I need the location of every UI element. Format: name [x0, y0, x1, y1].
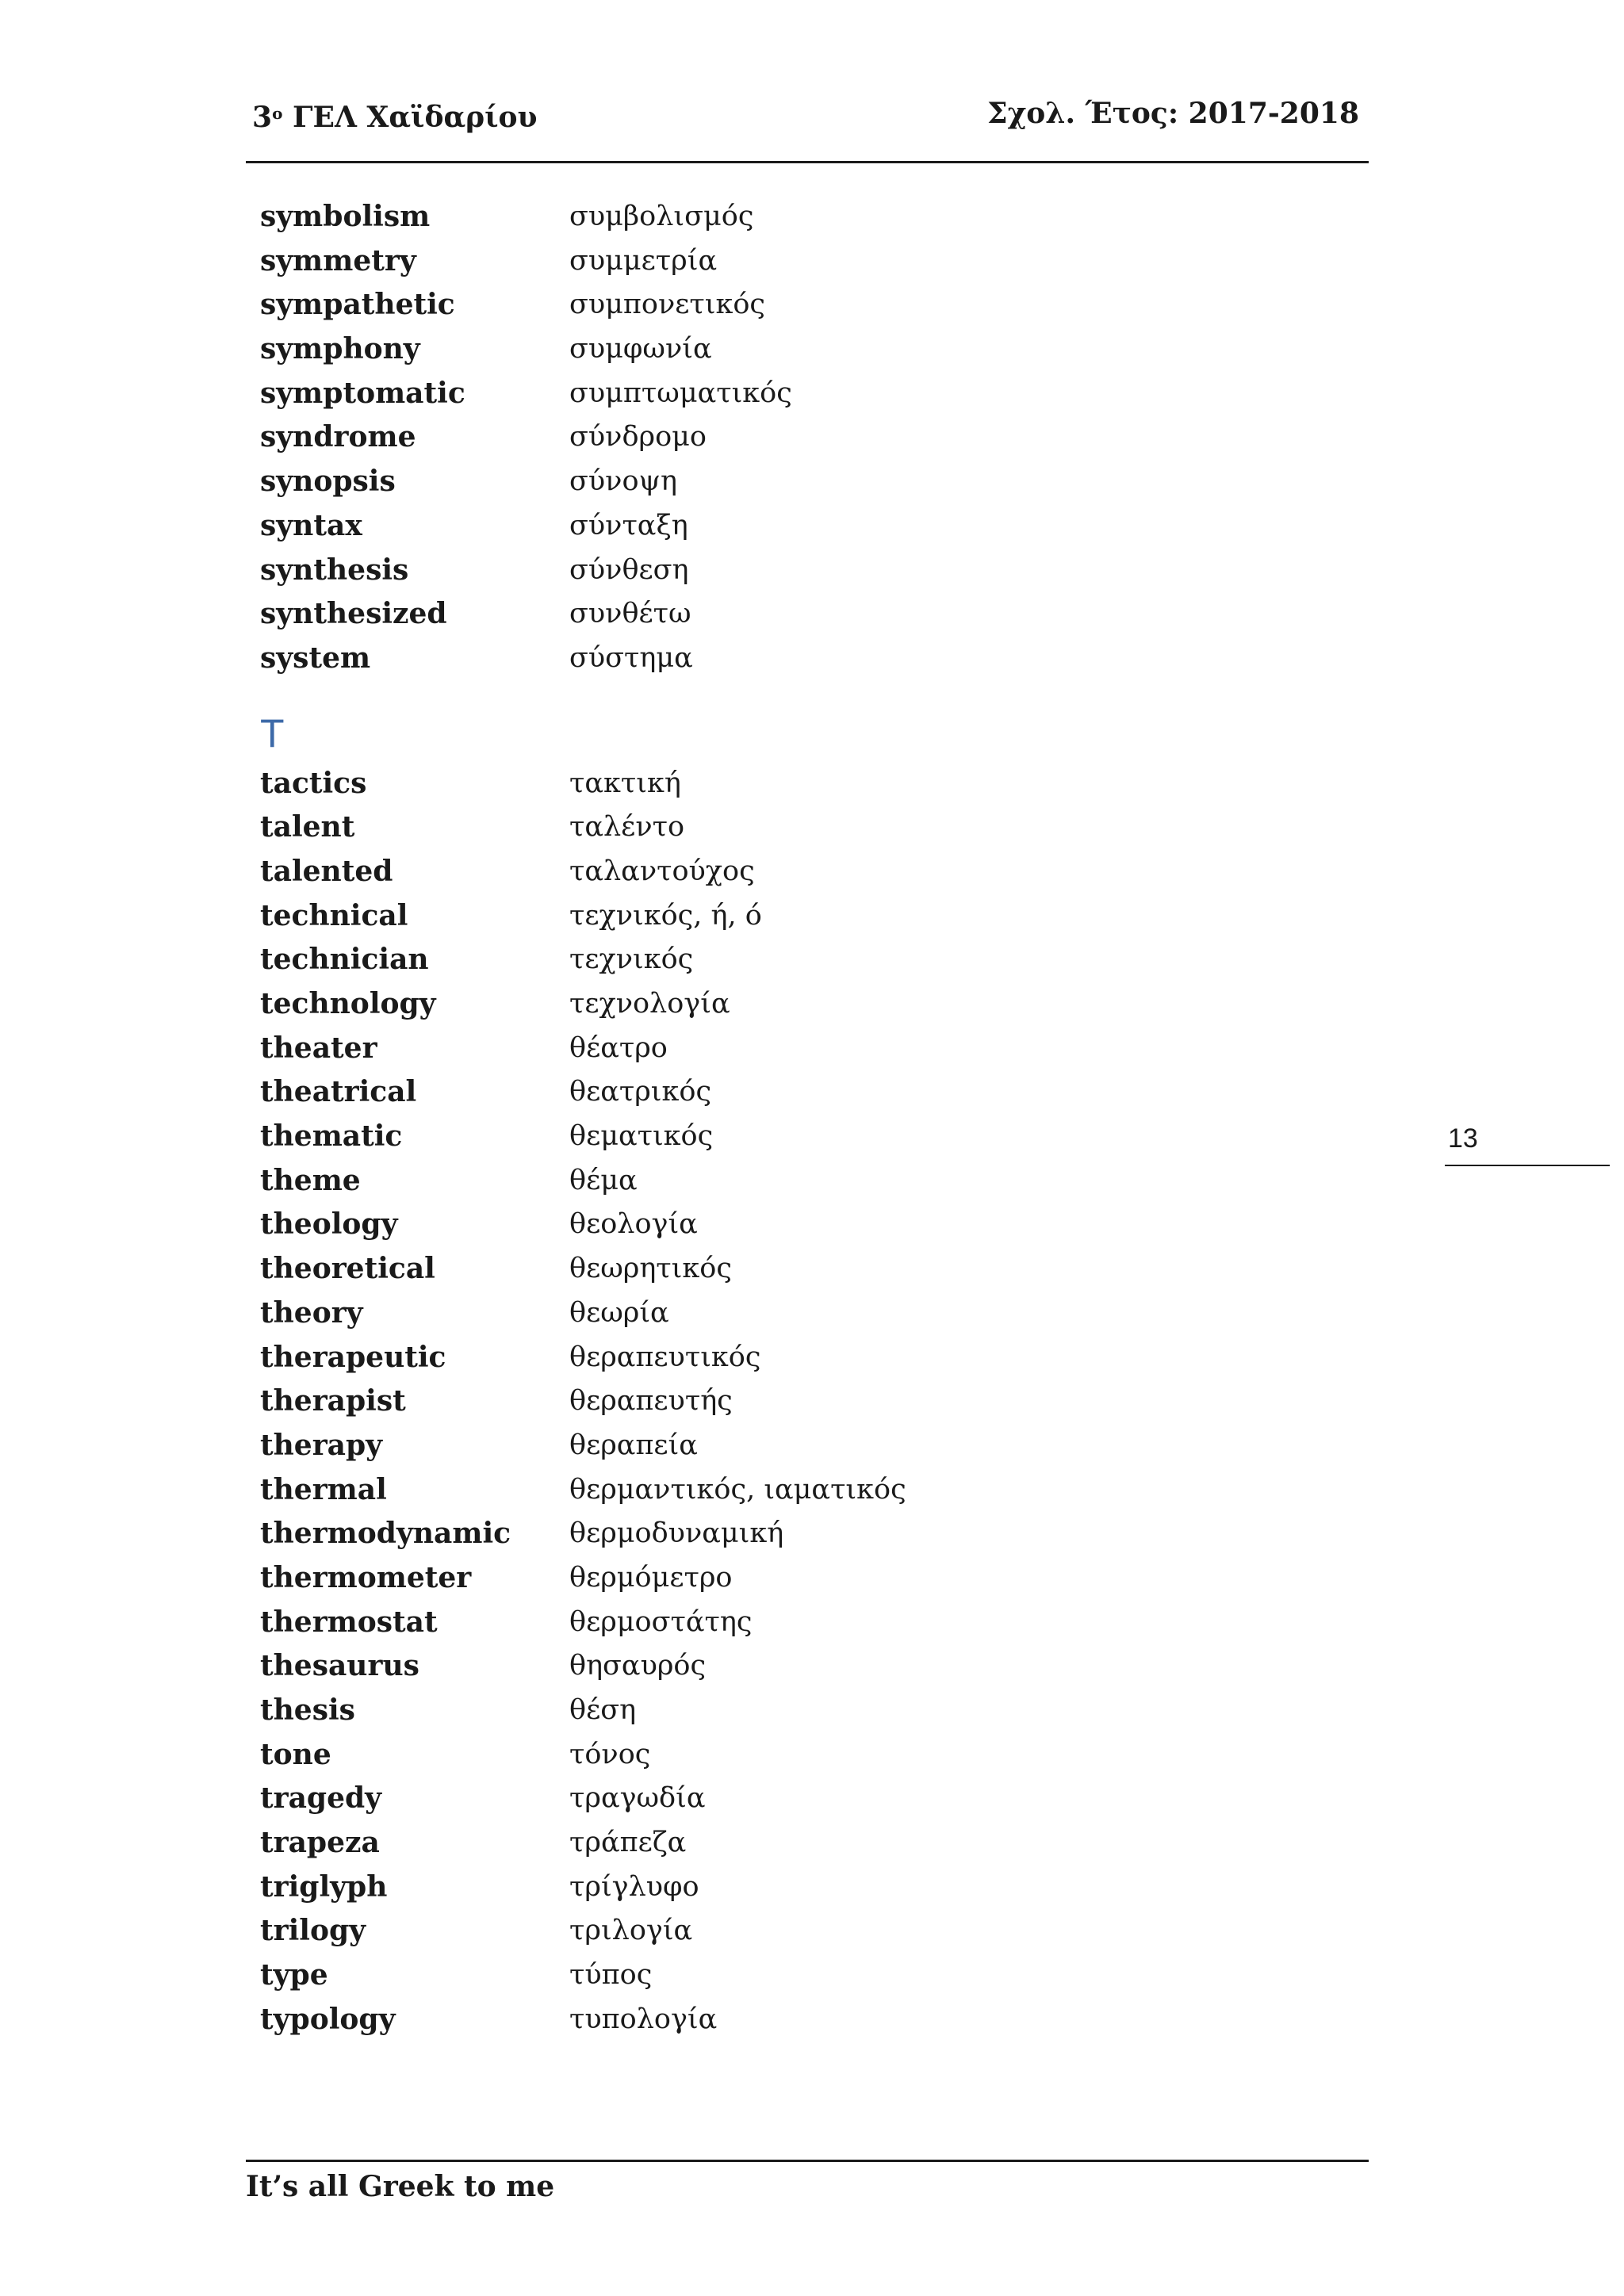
english-term: theory	[260, 1295, 363, 1330]
english-term: tragedy	[260, 1781, 382, 1816]
greek-translation: τόνος	[569, 1738, 651, 1770]
greek-translation: σύνδρομο	[569, 421, 707, 453]
english-term: thermal	[260, 1472, 387, 1506]
page-number: 13	[1448, 1123, 1478, 1154]
glossary-entry	[260, 415, 1370, 460]
glossary-entry	[260, 1644, 1370, 1689]
school-name-text: ΓΕΛ Χαϊδαρίου	[292, 101, 538, 134]
english-term: therapy	[260, 1428, 383, 1462]
glossary-entry	[260, 592, 1370, 637]
glossary-entry	[260, 806, 1370, 850]
glossary-entry	[260, 195, 1370, 239]
glossary-entry	[260, 1556, 1370, 1601]
school-name	[252, 94, 538, 137]
english-term: theology	[260, 1207, 398, 1242]
english-term: theater	[260, 1031, 377, 1065]
glossary-entry	[260, 1159, 1370, 1203]
greek-translation: τρίγλυφο	[569, 1870, 699, 1903]
section-letter-heading: T	[260, 710, 285, 756]
english-term: technician	[260, 943, 429, 977]
glossary-list	[260, 195, 1370, 2042]
english-term: technical	[260, 898, 408, 932]
greek-translation: ταλέντο	[569, 811, 685, 844]
greek-translation: τραγωδία	[569, 1782, 706, 1815]
greek-translation: θέατρο	[569, 1031, 668, 1064]
greek-translation: θεραπεία	[569, 1429, 698, 1461]
school-number: 3	[252, 101, 273, 134]
glossary-entry	[260, 1203, 1370, 1247]
glossary-entry	[260, 1998, 1370, 2042]
glossary-entry	[260, 1777, 1370, 1821]
page-number-divider	[1445, 1165, 1610, 1166]
greek-translation: θησαυρός	[569, 1650, 707, 1682]
english-term: trilogy	[260, 1914, 366, 1948]
glossary-entry	[260, 1292, 1370, 1336]
school-year: Σχολ. Έτος: 2017-2018	[987, 97, 1359, 130]
english-term: thermodynamic	[260, 1517, 511, 1551]
greek-translation: τεχνικός	[569, 943, 694, 976]
greek-translation: σύνθεση	[569, 553, 689, 586]
greek-translation: θεατρικός	[569, 1076, 712, 1108]
greek-translation: θεωρητικός	[569, 1253, 732, 1285]
greek-translation: θερμοστάτης	[569, 1605, 753, 1638]
greek-translation: θεολογία	[569, 1208, 698, 1241]
greek-translation: συμπτωματικός	[569, 377, 792, 409]
glossary-entry	[260, 283, 1370, 327]
glossary-entry	[260, 1821, 1370, 1866]
english-term: thesaurus	[260, 1649, 419, 1683]
english-term: synopsis	[260, 465, 396, 499]
english-term: therapeutic	[260, 1340, 446, 1374]
footer-divider	[246, 2160, 1369, 2162]
english-term: talented	[260, 854, 393, 888]
greek-translation: θερμαντικός, ιαματικός	[569, 1473, 906, 1506]
glossary-entry	[260, 1601, 1370, 1645]
header-divider	[246, 161, 1369, 163]
glossary-entry	[260, 1954, 1370, 1998]
english-term: symptomatic	[260, 376, 465, 410]
greek-translation: θερμοδυναμική	[569, 1517, 784, 1550]
glossary-entry	[260, 637, 1370, 681]
glossary-entry	[260, 1115, 1370, 1159]
footer-title: It’s all Greek to me	[246, 2170, 555, 2203]
greek-translation: θερμόμετρο	[569, 1561, 733, 1594]
greek-translation: θεραπευτής	[569, 1385, 733, 1418]
english-term: symbolism	[260, 200, 431, 233]
english-term: thematic	[260, 1119, 403, 1154]
greek-translation: τεχνολογία	[569, 988, 730, 1020]
glossary-entry	[260, 1424, 1370, 1468]
glossary-entry	[260, 549, 1370, 593]
glossary-entry	[260, 1866, 1370, 1910]
greek-translation: θεωρία	[569, 1296, 669, 1329]
glossary-entry	[260, 327, 1370, 372]
english-term: thermometer	[260, 1560, 472, 1594]
glossary-entry	[260, 1247, 1370, 1292]
english-term: talent	[260, 810, 355, 844]
glossary-entry	[260, 504, 1370, 549]
english-term: triglyph	[260, 1869, 388, 1904]
greek-translation: σύστημα	[569, 641, 693, 674]
glossary-entry	[260, 1336, 1370, 1380]
greek-translation: τεχνικός, ή, ό	[569, 899, 762, 932]
greek-translation: σύνοψη	[569, 465, 677, 498]
english-term: symphony	[260, 332, 420, 366]
greek-translation: θέμα	[569, 1164, 638, 1196]
greek-translation: θεραπευτικός	[569, 1341, 761, 1373]
english-term: symmetry	[260, 243, 416, 277]
glossary-entry	[260, 850, 1370, 894]
english-term: technology	[260, 987, 436, 1020]
greek-translation: σύνταξη	[569, 509, 688, 541]
greek-translation: τριλογία	[569, 1915, 693, 1947]
english-term: theoretical	[260, 1252, 435, 1286]
greek-translation: θέση	[569, 1694, 637, 1726]
glossary-entry	[260, 372, 1370, 416]
glossary-entry	[260, 1468, 1370, 1513]
glossary-entry	[260, 1070, 1370, 1115]
greek-translation: ταλαντούχος	[569, 855, 755, 887]
english-term: thesis	[260, 1693, 355, 1727]
english-term: syndrome	[260, 420, 416, 454]
greek-translation: συνθέτω	[569, 598, 691, 630]
english-term: trapeza	[260, 1826, 380, 1860]
school-number-superscript: ο	[272, 104, 283, 123]
greek-translation: συμβολισμός	[569, 201, 754, 232]
greek-translation: συμφωνία	[569, 333, 712, 365]
english-term: typology	[260, 2002, 396, 2036]
glossary-entry	[260, 1380, 1370, 1424]
english-term: theatrical	[260, 1075, 417, 1109]
greek-translation: τράπεζα	[569, 1827, 687, 1859]
glossary-entry	[260, 1689, 1370, 1733]
english-term: tone	[260, 1737, 331, 1771]
english-term: type	[260, 1958, 328, 1992]
english-term: synthesis	[260, 553, 409, 587]
glossary-entry	[260, 982, 1370, 1027]
greek-translation: θεματικός	[569, 1120, 714, 1153]
glossary-entry	[260, 1733, 1370, 1777]
greek-translation: συμπονετικός	[569, 289, 766, 321]
greek-translation: τακτική	[569, 767, 681, 799]
english-term: syntax	[260, 508, 362, 542]
glossary-entry	[260, 1027, 1370, 1071]
english-term: sympathetic	[260, 288, 455, 322]
english-term: thermostat	[260, 1605, 438, 1639]
glossary-entry	[260, 239, 1370, 284]
page-header	[246, 94, 1369, 133]
glossary-entry	[260, 762, 1370, 806]
english-term: theme	[260, 1163, 361, 1197]
glossary-entry	[260, 1909, 1370, 1954]
greek-translation: τύπος	[569, 1959, 653, 1992]
english-term: tactics	[260, 766, 367, 800]
glossary-entry	[260, 460, 1370, 504]
greek-translation: συμμετρία	[569, 244, 718, 277]
greek-translation: τυπολογία	[569, 2003, 718, 2035]
glossary-entry	[260, 938, 1370, 982]
english-term: synthesized	[260, 597, 447, 631]
english-term: therapist	[260, 1384, 406, 1418]
glossary-entry	[260, 894, 1370, 939]
glossary-entry	[260, 1512, 1370, 1556]
english-term: system	[260, 641, 371, 675]
